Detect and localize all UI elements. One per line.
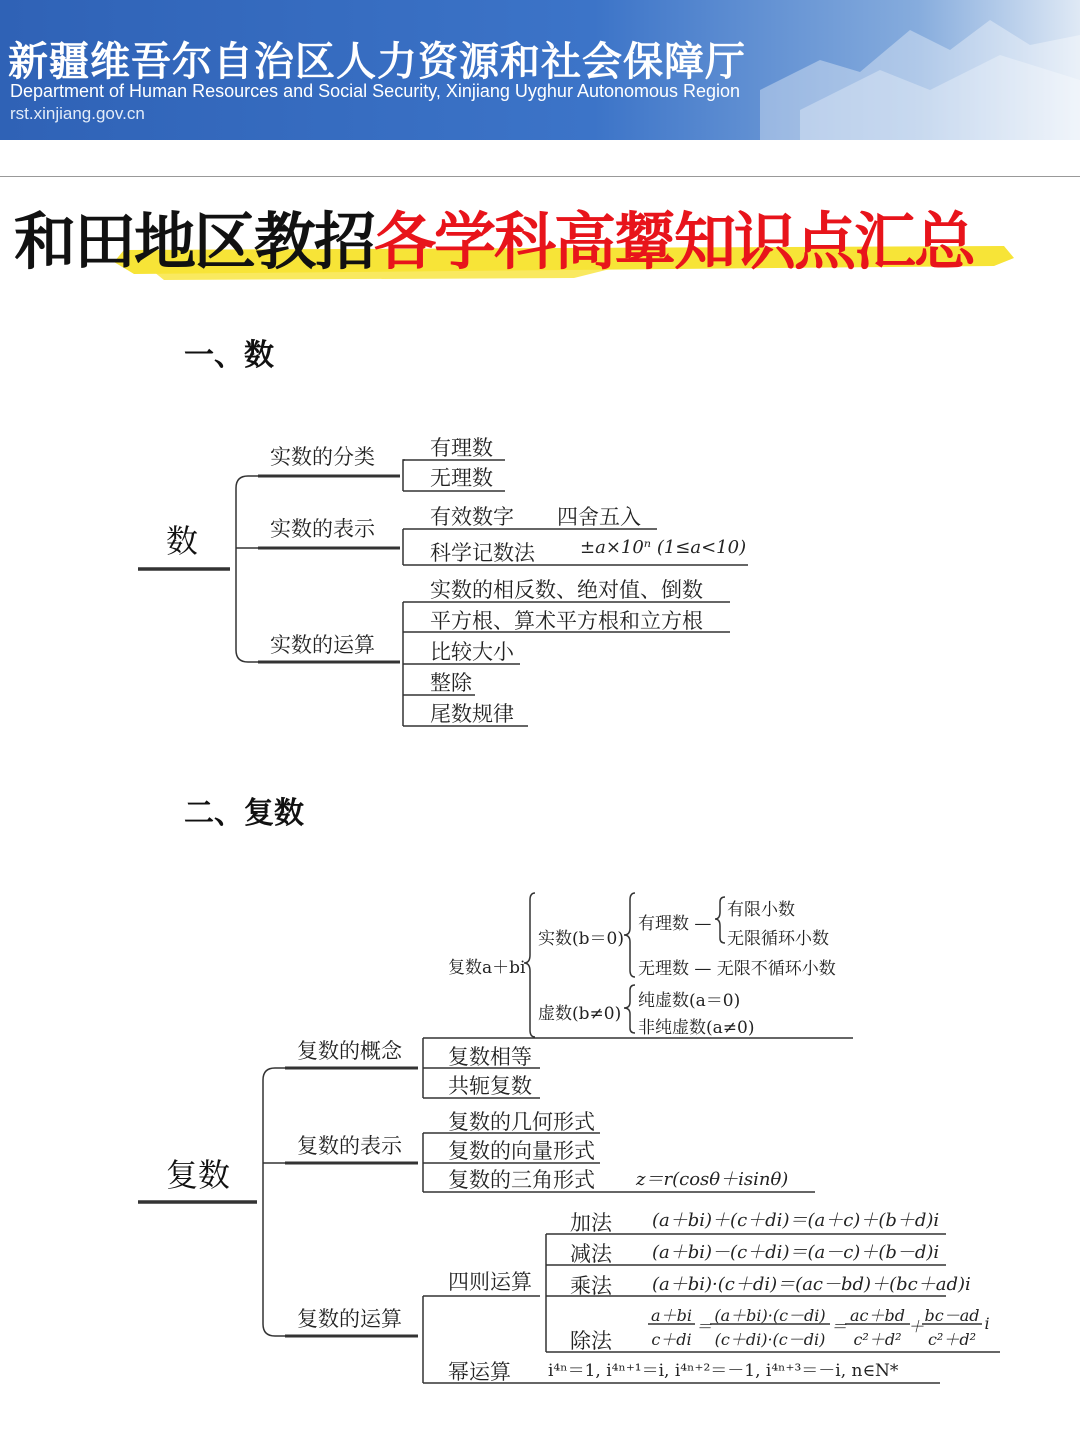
div-n1: a＋bi [651,1306,692,1325]
div-eq1: ＝ [696,1317,713,1336]
op-multiply: 乘法 [570,1274,612,1298]
section-heading-numbers: 一、数 [184,338,274,373]
leaf-vector-form: 复数的向量形式 [448,1139,595,1163]
formula-trig: z＝r(cosθ＋isinθ) [636,1169,789,1190]
div-n2: (a＋bi)·(c－di) [714,1306,826,1325]
op-add: 加法 [570,1211,612,1235]
div-eq2: ＝ [831,1317,848,1336]
formula-multiply: (a＋bi)·(c＋di)＝(ac－bd)＋(bc＋ad)i [652,1274,971,1295]
org-url: rst.xinjiang.gov.cn [10,104,145,123]
root-node-numbers: 数 [166,522,199,560]
root-node-complex: 复数 [166,1156,231,1194]
div-d4: c²＋d² [927,1330,977,1349]
title-red: 各学科高颦知识点汇总 [374,205,975,278]
tree-real: 实数(b＝0) [538,929,624,949]
section-heading-complex: 二、复数 [184,796,304,831]
tree-irrational: 无理数 — 无限不循环小数 [638,959,836,979]
org-name-cn: 新疆维吾尔自治区人力资源和社会保障厅 [8,39,746,85]
op-subtract: 减法 [570,1242,612,1266]
leaf-compare: 比较大小 [430,640,514,664]
tree-pure-imaginary: 纯虚数(a＝0) [638,991,741,1011]
leaf-last-digit: 尾数规律 [430,702,514,726]
leaf-irrational: 无理数 [430,466,493,490]
leaf-scientific-notation: 科学记数法 [430,541,535,565]
tree-imaginary: 虚数(b≠0) [538,1004,622,1024]
leaf-rounding: 四舍五入 [557,505,641,529]
leaf-conjugate: 共轭复数 [448,1074,532,1098]
tree-complex: 复数a＋bi [448,958,526,978]
div-i: i [984,1314,990,1333]
branch-complex-representation: 复数的表示 [297,1134,402,1158]
leaf-geometric-form: 复数的几何形式 [448,1110,595,1134]
leaf-four-operations: 四则运算 [448,1270,532,1294]
div-d2: (c＋di)·(c－di) [714,1330,826,1349]
leaf-opposite-abs-reciprocal: 实数的相反数、绝对值、倒数 [430,578,703,602]
leaf-significant-digits: 有效数字 [430,505,514,529]
tree-repeating-decimal: 无限循环小数 [727,929,829,949]
tree-rational: 有理数 — [638,914,712,934]
title-black: 和田地区教招 [14,205,375,278]
formula-subtract: (a＋bi)－(c＋di)＝(a－c)＋(b－d)i [652,1242,940,1263]
org-name-en: Department of Human Resources and Social Security, Xinjiang Uyghur Autonomous Region [10,81,741,101]
branch-real-representation: 实数的表示 [270,517,375,541]
op-divide: 除法 [570,1329,612,1353]
leaf-complex-equal: 复数相等 [448,1045,532,1069]
branch-real-operations: 实数的运算 [270,633,375,657]
tree-finite-decimal: 有限小数 [727,900,795,920]
leaf-divisibility: 整除 [430,671,472,695]
branch-complex-operations: 复数的运算 [297,1307,402,1331]
formula-scientific: ±a×10ⁿ (1≤a<10) [580,537,747,558]
formula-add: (a＋bi)＋(c＋di)＝(a＋c)＋(b＋d)i [652,1210,940,1231]
leaf-roots: 平方根、算术平方根和立方根 [430,609,703,633]
branch-complex-concept: 复数的概念 [297,1039,402,1063]
leaf-trig-form: 复数的三角形式 [448,1168,595,1192]
leaf-power: 幂运算 [448,1360,511,1384]
branch-real-classification: 实数的分类 [270,445,375,469]
div-n3: ac＋bd [850,1306,905,1325]
div-d3: c²＋d² [853,1330,902,1349]
div-n4: bc－ad [924,1306,980,1325]
div-plus: ＋ [908,1317,925,1336]
leaf-rational: 有理数 [430,436,493,460]
tree-nonpure-imaginary: 非纯虚数(a≠0) [638,1018,755,1038]
div-d1: c＋di [651,1330,692,1349]
formula-power: i⁴ⁿ＝1, i⁴ⁿ⁺¹＝i, i⁴ⁿ⁺²＝－1, i⁴ⁿ⁺³＝－i, n∈N* [548,1361,899,1381]
